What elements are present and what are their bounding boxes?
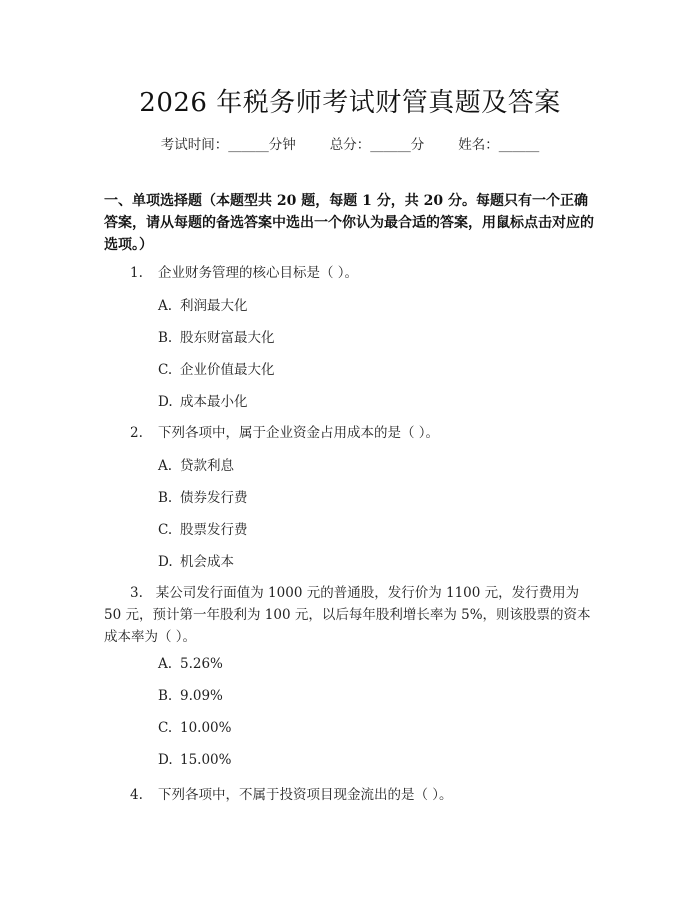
option-letter: A. (158, 298, 173, 314)
option-letter: C. (158, 720, 173, 736)
question-text: 某公司发行面值为 1000 元的普通股，发行价为 1100 元，发行费用为 50 元，预计第一年股利为 100 元，以后每年股利增长率为 5%，则该股票的资本成本率为（ ）。 (104, 585, 591, 645)
question-2-option-b[interactable] (158, 486, 248, 506)
question-number: 2. (130, 425, 143, 441)
option-text: 股东财富最大化 (180, 330, 275, 346)
option-text: 成本最小化 (180, 394, 248, 410)
question-1-option-c[interactable] (158, 358, 275, 378)
option-text: 5.26% (180, 656, 223, 672)
total-score-field: 总分：______分 (329, 137, 425, 153)
question-3-option-a[interactable] (158, 656, 223, 672)
option-text: 股票发行费 (180, 522, 248, 538)
option-text: 债券发行费 (180, 490, 248, 506)
question-3-option-c[interactable] (158, 720, 231, 736)
option-letter: B. (158, 330, 173, 346)
question-1 (104, 262, 596, 284)
option-letter: B. (158, 490, 173, 506)
option-text: 企业价值最大化 (180, 362, 275, 378)
name-field: 姓名：______ (458, 137, 540, 153)
option-text: 贷款利息 (180, 458, 234, 474)
question-2 (104, 422, 596, 444)
option-text: 10.00% (180, 720, 232, 736)
question-2-option-d[interactable] (158, 550, 234, 570)
option-text: 9.09% (180, 688, 223, 704)
option-text: 机会成本 (180, 554, 234, 570)
exam-time-field: 考试时间：______分钟 (160, 137, 296, 153)
option-letter: A. (158, 458, 173, 474)
question-text: 企业财务管理的核心目标是（ ）。 (158, 265, 359, 281)
question-1-option-a[interactable] (158, 294, 248, 314)
option-letter: D. (158, 752, 173, 768)
question-2-option-a[interactable] (158, 454, 234, 474)
question-3 (104, 582, 596, 648)
option-letter: D. (158, 394, 173, 410)
question-number: 3. (130, 585, 143, 601)
question-3-option-b[interactable] (158, 688, 223, 704)
question-text: 下列各项中，不属于投资项目现金流出的是（ ）。 (158, 787, 453, 803)
question-2-option-c[interactable] (158, 518, 248, 538)
question-number: 1. (130, 265, 143, 281)
section-heading: 一、单项选择题（本题型共 20 题，每题 1 分，共 20 分。每题只有一个正确答案，请从每题的备选答案中选出一个你认为最合适的答案，用鼠标点击对应的选项。） (104, 193, 594, 253)
question-1-option-d[interactable] (158, 390, 248, 410)
exam-meta (0, 133, 700, 153)
question-text: 下列各项中，属于企业资金占用成本的是（ ）。 (158, 425, 440, 441)
option-letter: D. (158, 554, 173, 570)
question-4 (104, 784, 596, 806)
option-text: 15.00% (180, 752, 232, 768)
option-letter: B. (158, 688, 173, 704)
question-number: 4. (130, 787, 143, 803)
option-letter: C. (158, 522, 173, 538)
option-text: 利润最大化 (180, 298, 248, 314)
option-letter: C. (158, 362, 173, 378)
question-3-option-d[interactable] (158, 752, 231, 768)
option-letter: A. (158, 656, 173, 672)
question-1-option-b[interactable] (158, 326, 275, 346)
exam-title: 2026 年税务师考试财管真题及答案 (139, 88, 561, 118)
